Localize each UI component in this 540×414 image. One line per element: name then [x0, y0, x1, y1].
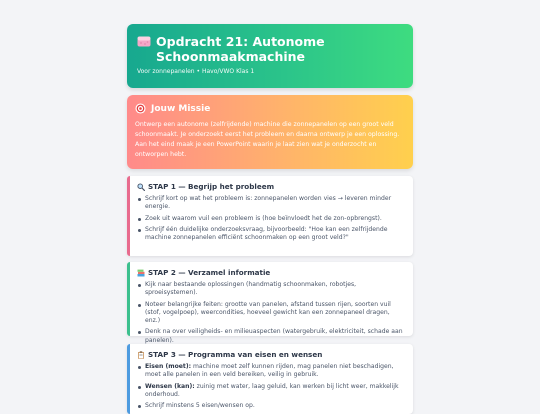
- step-3-list: [137, 363, 405, 410]
- list-item: Noteer belangrijke feiten: grootte van panelen, afstand tussen rijen, soorten vuil (stof, vogelpoep), weercondities, hoeveel gewicht kan een zonnepaneel dragen, enz.): [137, 301, 405, 326]
- list-item: [137, 402, 405, 410]
- list-item: Schrijf kort op wat het probleem is: zonnepanelen worden vies → leveren minder energie.: [137, 195, 405, 212]
- step-3-title: STAP 3 — Programma van eisen en wensen: [148, 350, 323, 359]
- step-3-header: [137, 350, 405, 359]
- magnifier-icon: [137, 183, 145, 191]
- mission-header: [135, 103, 405, 114]
- list-item: Denk na over veiligheids- en milieuaspecten (watergebruik, elektriciteit, schade aan panelen).: [137, 328, 405, 345]
- step-2-list: [137, 281, 405, 345]
- sponge-icon: [137, 36, 151, 47]
- mission-text: Ontwerp een autonome (zelfrijdende) machine die zonnepanelen op een groot veld schoonmaakt. Je onderzoekt eerst het probleem en daarna ontwerp je een oplossing. Aan het eind maak je een PowerPoint waarin je laat zien wat je onderzocht en ontworpen hebt.: [135, 121, 400, 158]
- step-1-list: [137, 195, 405, 242]
- step-2-header: [137, 268, 405, 277]
- list-item-label: Wensen (kan):: [145, 382, 195, 390]
- step-2-title: STAP 2 — Verzamel informatie: [148, 268, 271, 277]
- list-item-text: zuinig met water, laag geluid, kan werken bij licht weer, makkelijk onderhoud.: [145, 382, 399, 398]
- page-title-row: [137, 34, 403, 64]
- step-1-title: STAP 1 — Begrijp het probleem: [148, 182, 275, 191]
- step-2-card: [127, 262, 413, 344]
- clipboard-icon: [137, 351, 145, 359]
- step-3-card: [127, 344, 413, 414]
- list-item-label: Eisen (moet):: [145, 363, 192, 370]
- page-title: Opdracht 21: Autonome Schoonmaakmachine: [156, 34, 325, 64]
- step-1-header: [137, 182, 405, 191]
- list-item-text: machine moet zelf kunnen rijden, mag panelen niet beschadigen, moet alle panelen in een veld bereiken, veilig in gebruik.: [145, 363, 394, 379]
- mission-title: Jouw Missie: [151, 103, 211, 114]
- list-item: [137, 383, 405, 400]
- list-item: Schrijf één duidelijke onderzoeksvraag, bijvoorbeeld: "Hoe kan een zelfrijdende machine zonnepanelen efficiënt schoonmaken op een groot veld?": [137, 226, 405, 243]
- page-subtitle: Voor zonnepanelen • Havo/VWO Klas 1: [137, 68, 255, 75]
- books-icon: [137, 269, 145, 277]
- list-item-text: Schrijf minstens 5 eisen/wensen op.: [145, 402, 255, 410]
- step-1-card: [127, 176, 413, 256]
- list-item: [137, 363, 405, 380]
- list-item: Zoek uit waarom vuil een probleem is (hoe beïnvloedt het de zon-opbrengst).: [137, 215, 405, 223]
- list-item: Kijk naar bestaande oplossingen (handmatig schoonmaken, robotjes, sproeisystemen).: [137, 281, 405, 298]
- target-icon: [135, 103, 146, 114]
- mission-card: [127, 95, 413, 169]
- header-banner: [127, 24, 413, 88]
